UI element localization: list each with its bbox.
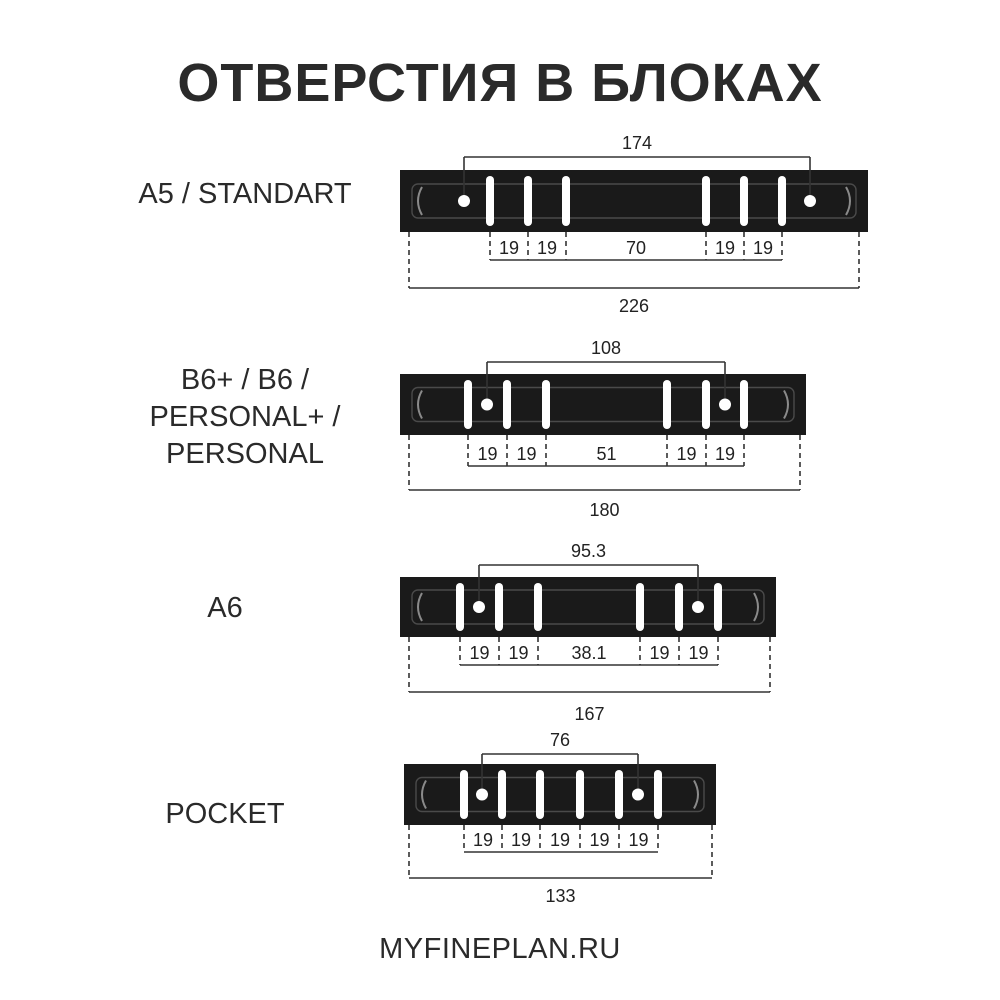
block-group-a6	[400, 541, 776, 724]
slot-hole	[576, 770, 584, 819]
slot-hole	[536, 770, 544, 819]
slot-hole	[460, 770, 468, 819]
slot-hole	[778, 176, 786, 226]
top-dimension-label: 174	[621, 133, 653, 153]
slot-hole	[534, 583, 542, 631]
slot-hole	[636, 583, 644, 631]
block-group-pocket	[404, 730, 716, 906]
pin-hole	[719, 399, 731, 411]
segment-label: 38.1	[571, 643, 607, 663]
slot-hole	[702, 380, 710, 429]
segment-label: 19	[549, 830, 571, 850]
slot-hole	[654, 770, 662, 819]
segment-label: 19	[536, 238, 558, 258]
slot-hole	[503, 380, 511, 429]
label-line: B6+ / B6 /	[180, 364, 310, 396]
pin-hole	[476, 789, 488, 801]
slot-hole	[675, 583, 683, 631]
segment-label: 19	[676, 444, 697, 464]
slot-hole	[464, 380, 472, 429]
label-line: PERSONAL	[166, 438, 324, 470]
pin-hole	[632, 789, 644, 801]
slot-hole	[714, 583, 722, 631]
block-group-a5	[400, 133, 868, 316]
top-dimension-label: 108	[590, 338, 622, 358]
ring-block	[404, 764, 716, 825]
segment-label: 19	[649, 643, 670, 663]
page-title: ОТВЕРСТИЯ В БЛОКАХ	[177, 53, 823, 113]
segment-label: 51	[596, 444, 617, 464]
slot-hole	[495, 583, 503, 631]
segment-label: 19	[477, 444, 498, 464]
segment-label: 19	[516, 444, 537, 464]
ring-block	[400, 170, 868, 232]
top-dimension-label: 76	[549, 730, 571, 750]
slot-hole	[456, 583, 464, 631]
segment-label: 70	[625, 238, 647, 258]
label-line: A5 / STANDART	[138, 178, 352, 210]
slot-hole	[486, 176, 494, 226]
slot-hole	[498, 770, 506, 819]
pin-hole	[481, 399, 493, 411]
slot-hole	[740, 380, 748, 429]
pin-hole	[804, 195, 816, 207]
site-url: MYFINEPLAN.RU	[379, 933, 621, 965]
pin-hole	[692, 601, 704, 613]
slot-hole	[542, 380, 550, 429]
segment-label: 19	[714, 444, 736, 464]
segment-label: 19	[472, 830, 494, 850]
label-line: A6	[207, 592, 243, 624]
label-line: POCKET	[165, 798, 285, 830]
segment-label: 19	[508, 643, 529, 663]
pin-hole	[458, 195, 470, 207]
segment-label: 19	[688, 643, 709, 663]
pin-hole	[473, 601, 485, 613]
segment-label: 19	[752, 238, 774, 258]
segment-label: 19	[510, 830, 532, 850]
overall-dimension-label: 180	[589, 500, 620, 520]
slot-hole	[615, 770, 623, 819]
segment-label: 19	[469, 643, 490, 663]
slot-hole	[702, 176, 710, 226]
label-line: PERSONAL+ /	[149, 401, 341, 433]
top-dimension-label: 95.3	[570, 541, 607, 561]
segment-label: 19	[714, 238, 736, 258]
overall-dimension-label: 167	[574, 704, 605, 724]
segment-label: 19	[589, 830, 610, 850]
block-group-b6	[400, 338, 806, 520]
overall-dimension-label: 133	[545, 886, 576, 906]
segment-label: 19	[498, 238, 520, 258]
slot-hole	[740, 176, 748, 226]
slot-hole	[663, 380, 671, 429]
overall-dimension-label: 226	[618, 296, 650, 316]
segment-label: 19	[628, 830, 649, 850]
slot-hole	[524, 176, 532, 226]
slot-hole	[562, 176, 570, 226]
